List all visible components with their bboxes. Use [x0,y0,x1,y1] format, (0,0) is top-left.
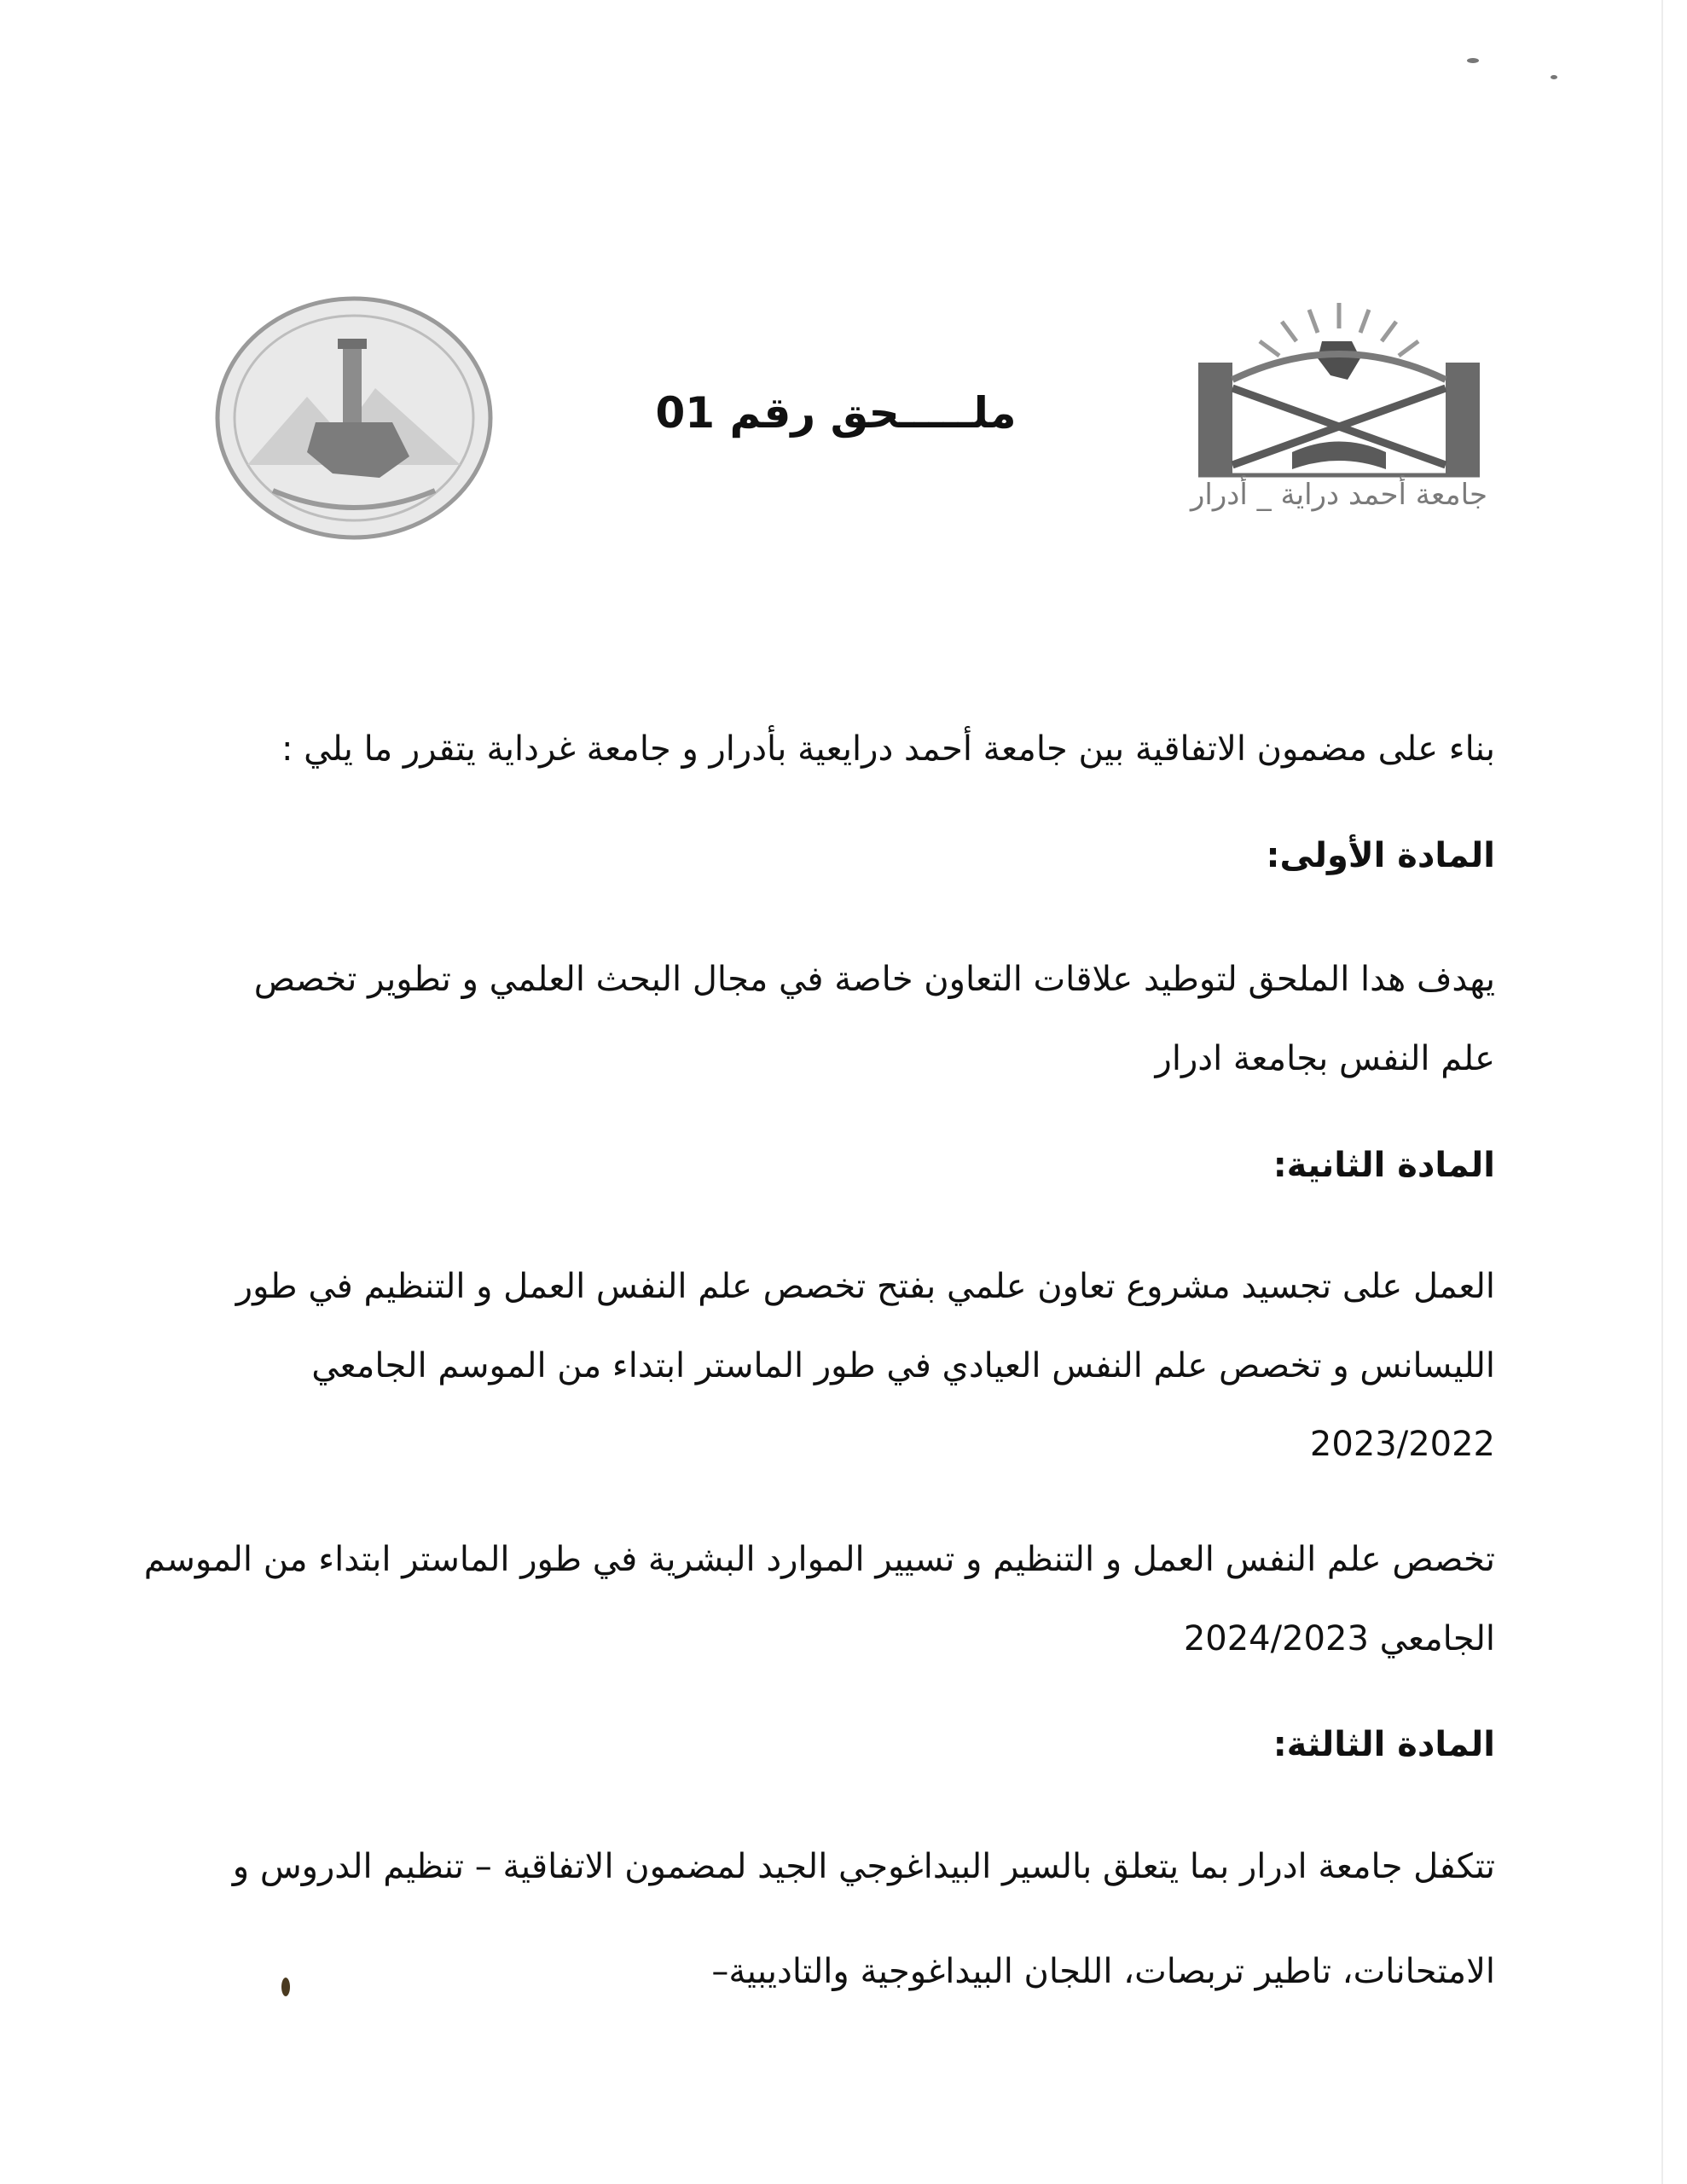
document-title: ملـــــحق رقم 01 [655,388,1017,438]
article2-line: الجامعي 2024/2023 [1183,1619,1495,1658]
ministry-seal-logo [213,294,495,542]
intro-paragraph: بناء على مضمون الاتفاقية بين جامعة أحمد درايعية بأدرار و جامعة غرداية يتقرر ما يلي : [281,729,1495,769]
article2-line: 2023/2022 [1309,1425,1495,1464]
article2-line: الليسانس و تخصص علم النفس العيادي في طور الماستر ابتداء من الموسم الجامعي [311,1346,1495,1385]
scan-speck [281,1978,290,1996]
article1-line: علم النفس بجامعة ادرار [1155,1039,1495,1078]
article2-line: العمل على تجسيد مشروع تعاون علمي بفتح تخصص علم النفس العمل و التنظيم في طور [235,1267,1495,1306]
article1-heading: المادة الأولى: [1266,836,1495,875]
article3-line: الامتحانات، تاطير تربصات، اللجان البيداغوجية والتاديبية– [711,1952,1495,1991]
article2-heading: المادة الثانية: [1272,1146,1495,1185]
scan-speck [1551,75,1557,79]
article3-heading: المادة الثالثة: [1272,1725,1495,1764]
scan-speck [1467,58,1479,63]
article1-line: يهدف هدا الملحق لتوطيد علاقات التعاون خاصة في مجال البحث العلمي و تطوير تخصص [253,960,1495,999]
article2-line: تخصص علم النفس العمل و التنظيم و تسيير الموارد البشرية في طور الماستر ابتداء من الموسم [143,1540,1495,1579]
university-logo-caption: جامعة أحمد دراية _ أدرار [1191,478,1487,512]
scan-edge [1661,0,1663,2184]
article3-line: تتكفل جامعة ادرار بما يتعلق بالسير البيداغوجي الجيد لمضمون الاتفاقية – تنظيم الدروس و [232,1847,1495,1886]
